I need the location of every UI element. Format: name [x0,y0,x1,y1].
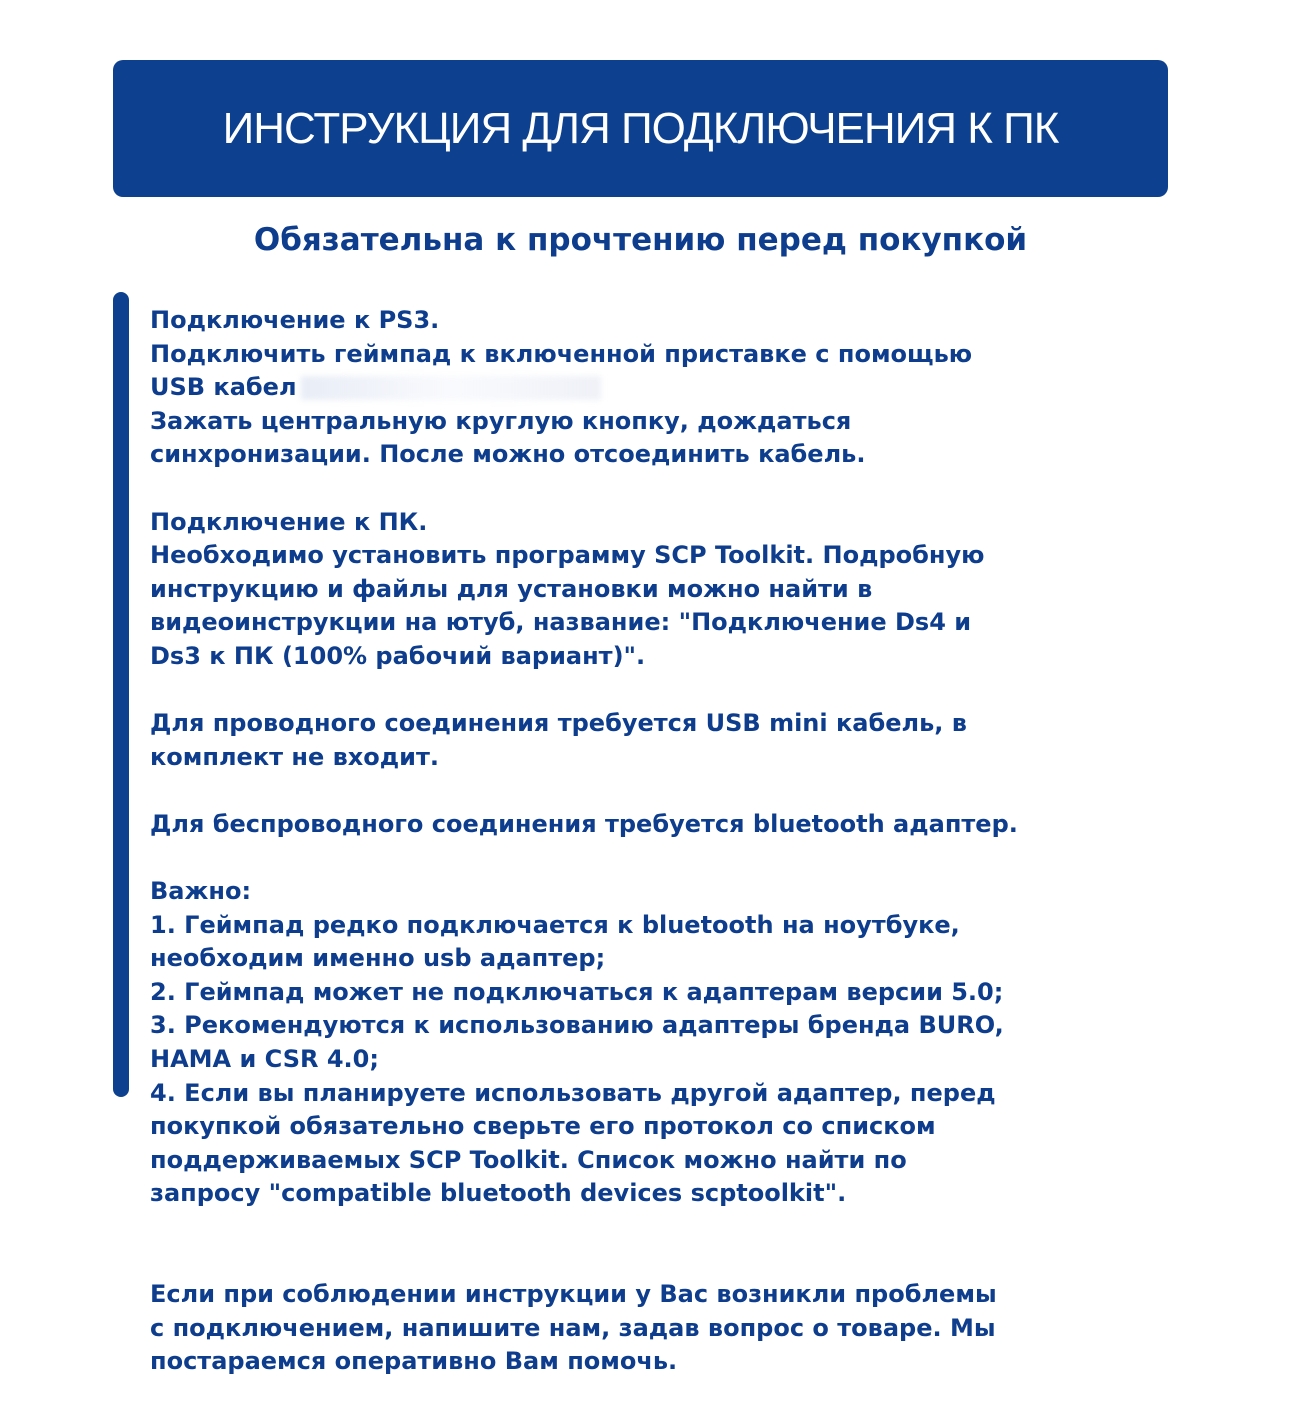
list-item: покупкой обязательно сверьте его протокол со списком [150,1112,936,1141]
text-line: Для беспроводного соединения требуется bluetooth адаптер. [150,809,1018,838]
text-line-usb [150,371,1200,405]
section-important [150,875,1200,1211]
section-pc [150,506,1200,674]
list-item: поддерживаемых SCP Toolkit. Список можно найти по [150,1145,907,1174]
text-line: USB кабел [150,373,297,402]
list-item: запросу "compatible bluetooth devices scptoolkit". [150,1179,847,1208]
accent-side-bar [113,292,129,1097]
list-item: HAMA и CSR 4.0; [150,1045,379,1074]
text-line: видеоинструкции на ютуб, название: "Подключение Ds4 и [150,608,972,637]
section-wireless [150,808,1200,842]
text-line: Для проводного соединения требуется USB mini кабель, в [150,709,967,738]
text-line: синхронизации. После можно отсоединить кабель. [150,440,866,469]
section-wired [150,707,1200,774]
section-heading-pc: Подключение к ПК. [150,507,428,536]
section-heading-important: Важно: [150,877,252,906]
text-line: Подключить геймпад к включенной приставке с помощью [150,339,973,368]
page-title: ИНСТРУКЦИЯ ДЛЯ ПОДКЛЮЧЕНИЯ К ПК [222,103,1059,153]
list-item: 3. Рекомендуются к использованию адаптеры бренда BURO, [150,1011,1004,1040]
text-line: Зажать центральную круглую кнопку, дождаться [150,406,852,435]
spacer [150,842,1200,876]
section-heading-ps3: Подключение к PS3. [150,306,440,334]
list-item: необходим именно usb адаптер; [150,944,606,973]
instruction-body [150,304,1200,1379]
text-line: Если при соблюдении инструкции у Вас возникли проблемы [150,1280,997,1309]
spacer [150,774,1200,808]
text-line: постараемся оперативно Вам помочь. [150,1347,678,1376]
text-line: Необходимо установить программу SCP Toolkit. Подробную [150,541,985,570]
list-item: 2. Геймпад может не подключаться к адаптерам версии 5.0; [150,977,1004,1006]
spacer [150,472,1200,506]
title-banner [113,60,1168,197]
text-line: комплект не входит. [150,742,439,771]
text-line: инструкцию и файлы для установки можно найти в [150,574,873,603]
text-line: Ds3 к ПК (100% рабочий вариант)". [150,641,646,670]
spacer [150,1211,1200,1278]
subtitle: Обязательна к прочтению перед покупкой [253,222,1028,258]
blurred-text-overlay [301,376,601,400]
list-item: 1. Геймпад редко подключается к bluetooth на ноутбуке, [150,910,960,939]
text-line: с подключением, напишите нам, задав вопрос о товаре. Мы [150,1313,996,1342]
section-support [150,1278,1200,1379]
section-ps3 [150,304,1200,472]
spacer [150,674,1200,708]
list-item: 4. Если вы планируете использовать другой адаптер, перед [150,1078,996,1107]
